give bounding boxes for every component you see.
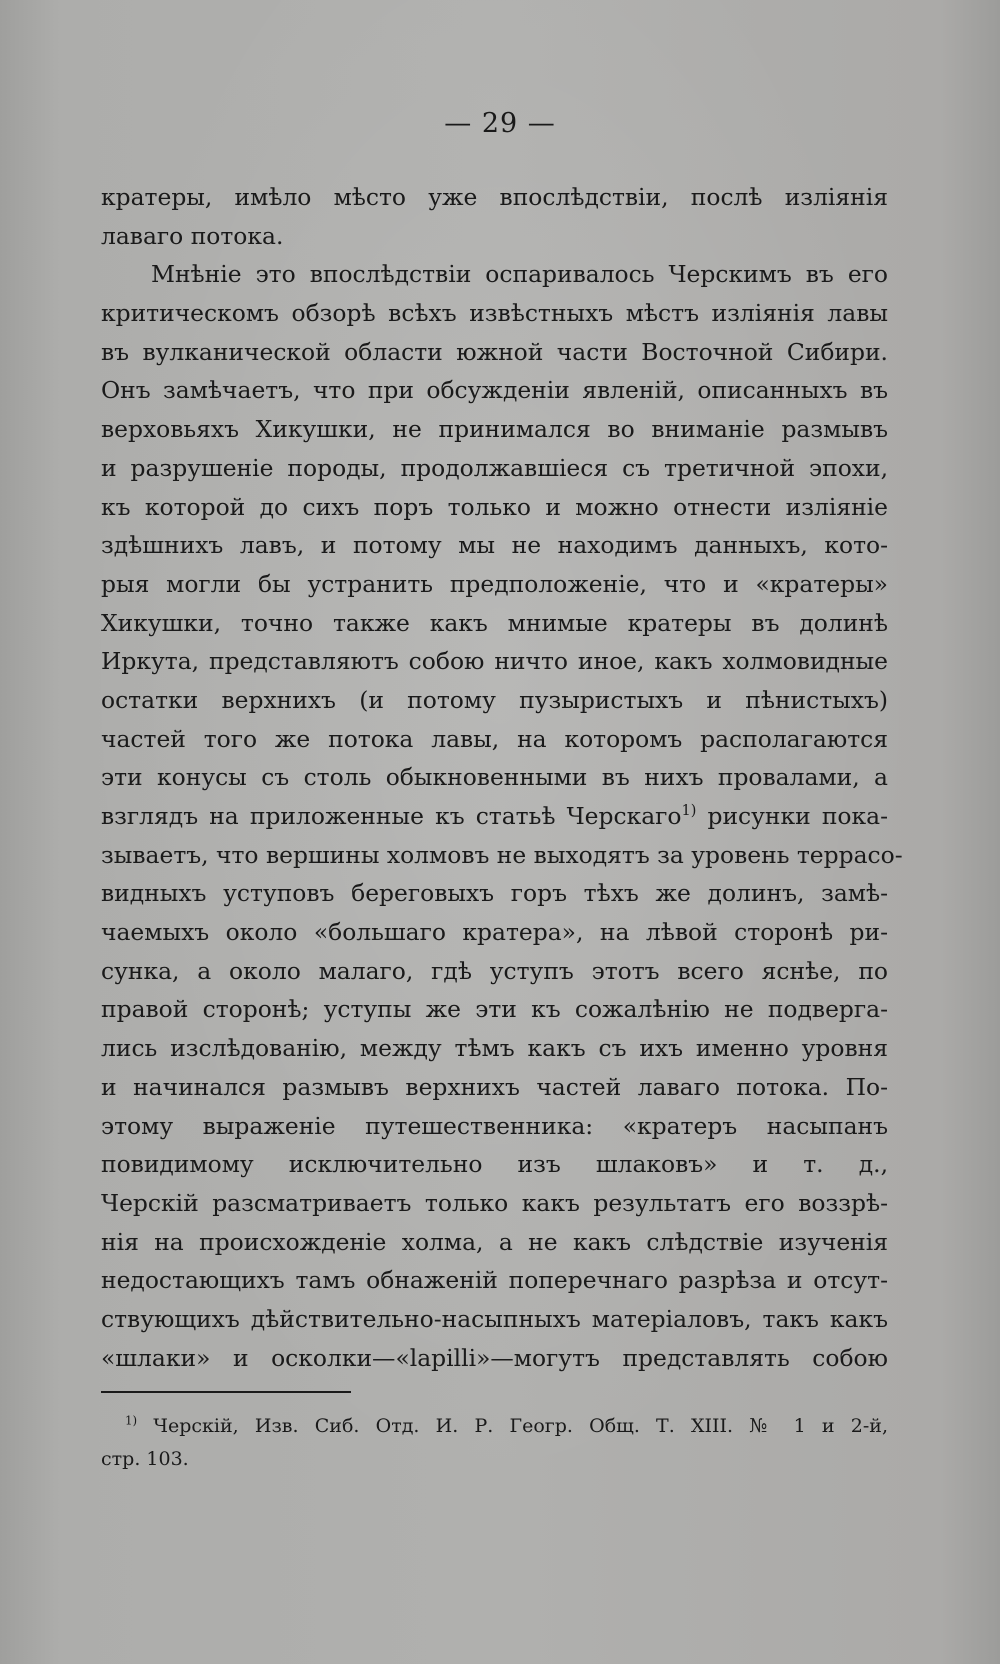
text-line: повидимому исключительно изъ шлаковъ» и т. д.,: [101, 1150, 888, 1179]
text-line: въ вулканической области южной части Восточной Сибири.: [101, 337, 888, 366]
text-line: Онъ замѣчаетъ, что при обсужденіи явленій, описанныхъ въ: [101, 376, 888, 405]
text-line: Иркута, представляютъ собою ничто иное, какъ холмовидные: [101, 647, 888, 676]
text-line: правой сторонѣ; уступы же эти къ сожалѣнію не подверга-: [101, 995, 888, 1024]
footnote-text: Черскій, Изв. Сиб. Отд. И. Р. Геогр. Общ. Т. XIII. № 1 и 2-й,: [137, 1415, 888, 1437]
footnotes: [101, 1410, 888, 1476]
text-line: частей того же потока лавы, на которомъ располагаются: [101, 724, 888, 753]
text-line: сунка, а около малаго, гдѣ уступъ этотъ всего яснѣе, по: [101, 956, 888, 985]
text-line: Хикушки, точно также какъ мнимые кратеры въ долинѣ: [101, 608, 888, 637]
text-line: къ которой до сихъ поръ только и можно отнести изліяніе: [101, 492, 888, 521]
footnote-divider: [101, 1391, 351, 1393]
text-line: и начинался размывъ верхнихъ частей лаваго потока. По-: [101, 1072, 888, 1101]
page-number: — 29 —: [444, 108, 556, 139]
footnote-line: стр. 103.: [101, 1448, 189, 1470]
text-line: Черскій разсматриваетъ только какъ результатъ его воззрѣ-: [101, 1188, 888, 1217]
footnote-marker: 1): [125, 1413, 138, 1428]
text-segment: рисунки пока-: [696, 802, 888, 830]
text-line-with-footnote: [101, 797, 888, 836]
text-line: нія на происхожденіе холма, а не какъ слѣдствіе изученія: [101, 1227, 888, 1256]
text-line: критическомъ обзорѣ всѣхъ извѣстныхъ мѣстъ изліянія лавы: [101, 299, 888, 328]
text-line: кратеры, имѣло мѣсто уже впослѣдствіи, послѣ изліянія: [101, 183, 888, 211]
text-line: лись изслѣдованію, между тѣмъ какъ съ ихъ именно уровня: [101, 1034, 888, 1063]
footnote-reference[interactable]: 1): [681, 803, 697, 820]
text-line: здѣшнихъ лавъ, и потому мы не находимъ данныхъ, кото-: [101, 531, 888, 560]
text-line: эти конусы съ столь обыкновенными въ нихъ провалами, а: [101, 763, 888, 792]
text-line: Мнѣніе это впослѣдствіи оспаривалось Черскимъ въ его: [151, 260, 888, 289]
text-line: ствующихъ дѣйствительно-насыпныхъ матеріаловъ, такъ какъ: [101, 1304, 888, 1333]
text-line: этому выраженіе путешественника: «кратеръ насыпанъ: [101, 1111, 888, 1140]
text-line: верховьяхъ Хикушки, не принимался во вниманіе размывъ: [101, 415, 888, 444]
text-line: видныхъ уступовъ береговыхъ горъ тѣхъ же долинъ, замѣ-: [101, 879, 888, 908]
text-line: остатки верхнихъ (и потому пузыристыхъ и пѣнистыхъ): [101, 685, 888, 714]
text-line: лаваго потока.: [101, 221, 284, 250]
text-line: рыя могли бы устранить предположеніе, что и «кратеры»: [101, 569, 888, 598]
body-text: [101, 178, 903, 1377]
text-line: «шлаки» и осколки—«lapilli»—могутъ представлять собою: [101, 1343, 888, 1372]
text-line: чаемыхъ около «большаго кратера», на лѣвой сторонѣ ри-: [101, 918, 888, 947]
text-segment: взглядъ на приложенные къ статьѣ Черскаго: [101, 802, 682, 830]
text-line: недостающихъ тамъ обнаженій поперечнаго разрѣза и отсут-: [101, 1266, 888, 1295]
text-line: зываетъ, что вершины холмовъ не выходятъ за уровень террасо-: [101, 840, 903, 869]
text-line: и разрушеніе породы, продолжавшіеся съ третичной эпохи,: [101, 453, 888, 482]
footnote-line: [101, 1410, 888, 1443]
